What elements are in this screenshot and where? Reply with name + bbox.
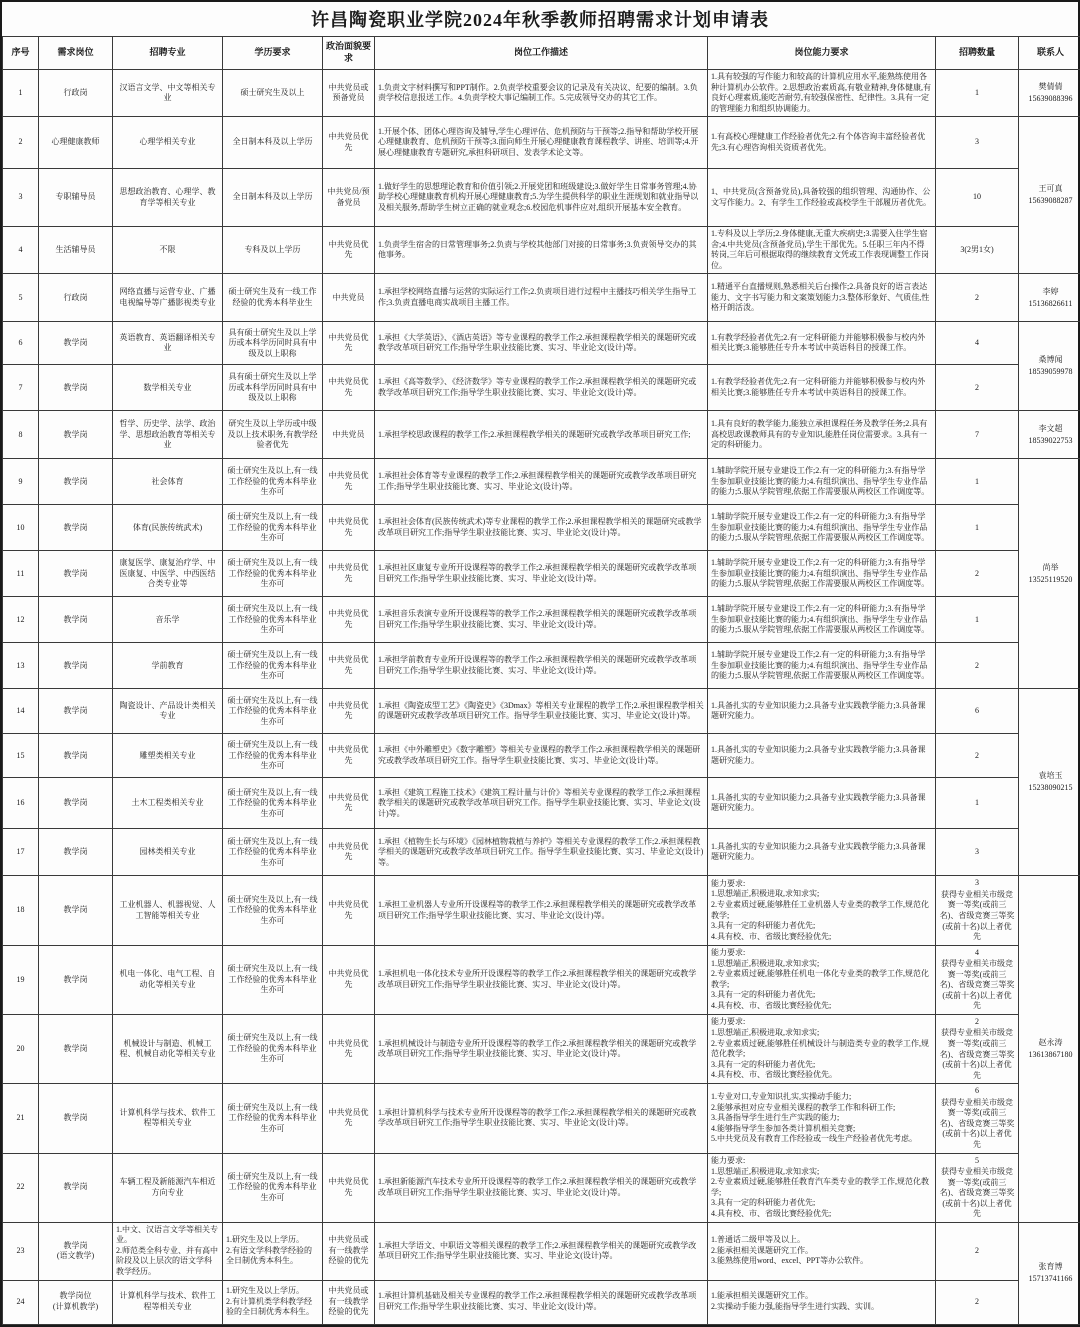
cell-major: 车辆工程及新能源汽车相近方向专业 — [113, 1153, 223, 1222]
cell-political: 中共党员 — [323, 274, 375, 322]
contact-phone: 18539059978 — [1022, 366, 1079, 378]
cell-political: 中共党员优先 — [323, 1014, 375, 1083]
cell-no: 15 — [3, 734, 39, 778]
cell-major: 园林类相关专业 — [113, 829, 223, 876]
count-value: 2 — [939, 751, 1015, 762]
cell-post: 教学岗位 (计算机教学) — [39, 1280, 113, 1324]
table-row — [3, 322, 1080, 365]
cell-no: 18 — [3, 876, 39, 945]
cell-edu: 1.研究生及以上学历。 2.有计算机类学科教学经验的全日制优秀本科生。 — [223, 1280, 323, 1324]
cell-duty: 1.承担《大学英语》、《酒店英语》等专业课程的教学工作;2.承担课程教学相关的课题研究或教学改革项目研究工作;指导学生职业技能比赛、实习、毕业论文(设计)等。 — [375, 322, 708, 365]
count-value: 10 — [939, 192, 1015, 203]
cell-edu: 硕士研究生及以上,有一线工作经验的优秀本科毕业生亦可 — [223, 876, 323, 945]
table-row — [3, 1084, 1080, 1153]
table-row — [3, 505, 1080, 551]
cell-post: 教学岗 — [39, 778, 113, 829]
count-value: 1 — [939, 798, 1015, 809]
cell-political: 中共党员优先 — [323, 829, 375, 876]
cell-duty: 1.承担机电一体化技术专业所开设课程等的教学工作;2.承担课程教学相关的课题研究或教学改革项目研究工作;指导学生职业技能比赛、实习、毕业论文(设计)等。 — [375, 945, 708, 1014]
cell-edu: 硕士研究生及有一线工作经验的优秀本科毕业生 — [223, 274, 323, 322]
col-header-count: 招聘数量 — [936, 37, 1019, 70]
table-row — [3, 778, 1080, 829]
cell-duty: 1.承担音乐表演专业所开设课程等的教学工作;2.承担课程教学相关的课题研究或教学改革项目研究工作;指导学生职业技能比赛、实习、毕业论文(设计)等。 — [375, 597, 708, 643]
cell-edu: 具有硕士研究生及以上学历或本科学历同时具有中级及以上职称 — [223, 322, 323, 365]
count-note: 获得专业相关市级竞赛一等奖(或前三名)、省级竞赛三等奖(或前十名)以上者优先 — [939, 890, 1015, 943]
cell-political: 中共党员优先 — [323, 322, 375, 365]
cell-political: 中共党员优先 — [323, 945, 375, 1014]
table-row — [3, 365, 1080, 411]
cell-ability: 能力要求: 1.思想端正,积极进取,求知求实; 2.专业素质过硬,能够胜任机械设计与制造类专业的教学工作,规范化教学; 3.具有一定的科研能力者优先; 4.具有校、市、省级比赛经验优先。 — [708, 1014, 936, 1083]
cell-count — [936, 643, 1019, 689]
cell-no: 14 — [3, 689, 39, 734]
contact-phone: 15238090215 — [1022, 782, 1079, 794]
cell-ability: 1.具有较强的写作能力和较高的计算机应用水平,能熟练使用各种计算机办公软件。2.思想政治素质高,有敬业精神,身体健康,有良好心理素质,能吃苦耐劳,有较强保密性、纪律性。3.具有一定的管理能力和组织协调能力。 — [708, 70, 936, 117]
cell-major: 不限 — [113, 227, 223, 274]
cell-political: 中共党员优先 — [323, 778, 375, 829]
cell-edu: 硕士研究生及以上,有一线工作经验的优秀本科毕业生亦可 — [223, 689, 323, 734]
count-value: 5 — [939, 1156, 1015, 1167]
cell-major: 音乐学 — [113, 597, 223, 643]
cell-count — [936, 169, 1019, 227]
cell-duty: 1.承担新能源汽车技术专业所开设课程等的教学工作;2.承担课程教学相关的课题研究或教学改革项目研究工作;指导学生职业技能比赛、实习、毕业论文(设计)等。 — [375, 1153, 708, 1222]
col-header-post: 需求岗位 — [39, 37, 113, 70]
cell-count — [936, 689, 1019, 734]
cell-ability: 1.有高校心理健康工作经验者优先;2.有个体咨询丰富经验者优先;3.有心理咨询相关资质者优先。 — [708, 117, 936, 169]
count-value: 4 — [939, 948, 1015, 959]
cell-count — [936, 1280, 1019, 1324]
cell-post: 教学岗 — [39, 689, 113, 734]
cell-post: 教学岗 — [39, 1014, 113, 1083]
cell-edu: 硕士研究生及以上,有一线工作经验的优秀本科毕业生亦可 — [223, 734, 323, 778]
count-value: 4 — [939, 338, 1015, 349]
count-value: 3(2男1女) — [939, 245, 1015, 256]
col-header-edu: 学历要求 — [223, 37, 323, 70]
cell-no: 11 — [3, 551, 39, 597]
cell-post: 教学岗 (语文教学) — [39, 1222, 113, 1280]
cell-contact — [1019, 1222, 1080, 1324]
cell-count — [936, 1222, 1019, 1280]
cell-political: 中共党员或有一线教学经验的优先 — [323, 1222, 375, 1280]
cell-edu: 全日制本科及以上学历 — [223, 117, 323, 169]
contact-name: 袁培玉 — [1022, 770, 1079, 782]
cell-edu: 硕士研究生及以上,有一线工作经验的优秀本科毕业生亦可 — [223, 505, 323, 551]
cell-no: 12 — [3, 597, 39, 643]
cell-ability: 1、中共党员(含预备党员),具备较强的组织管理、沟通协作、公文写作能力。2、有学生工作经验或高校学生干部履历者优先。 — [708, 169, 936, 227]
recruitment-table — [2, 36, 1080, 1325]
table-row — [3, 411, 1080, 459]
cell-duty: 1.承担工业机器人专业所开设课程等的教学工作;2.承担课程教学相关的课题研究或教学改革项目研究工作;指导学生职业技能比赛、实习、毕业论文(设计)等。 — [375, 876, 708, 945]
cell-major: 计算机科学与技术、软件工程等相关专业 — [113, 1084, 223, 1153]
contact-phone: 15639088287 — [1022, 195, 1079, 207]
cell-post: 生活辅导员 — [39, 227, 113, 274]
cell-ability: 1.有教学经验者优先;2.有一定科研能力并能够积极参与校内外相关比赛;3.能够胜任专升本考试中英语科目的授课工作。 — [708, 365, 936, 411]
cell-political: 中共党员优先 — [323, 876, 375, 945]
cell-edu: 硕士研究生及以上,有一线工作经验的优秀本科毕业生亦可 — [223, 1153, 323, 1222]
cell-no: 10 — [3, 505, 39, 551]
cell-post: 教学岗 — [39, 597, 113, 643]
cell-edu: 硕士研究生及以上,有一线工作经验的优秀本科毕业生亦可 — [223, 597, 323, 643]
count-value: 2 — [939, 383, 1015, 394]
col-header-duty: 岗位工作描述 — [375, 37, 708, 70]
count-value: 1 — [939, 615, 1015, 626]
page-title: 许昌陶瓷职业学院2024年秋季教师招聘需求计划申请表 — [2, 2, 1078, 36]
table-row — [3, 169, 1080, 227]
cell-no: 4 — [3, 227, 39, 274]
cell-duty: 1.承担机械设计与制造专业所开设课程等的教学工作;2.承担课程教学相关的课题研究或教学改革项目研究工作;指导学生职业技能比赛、实习、毕业论文(设计)等。 — [375, 1014, 708, 1083]
cell-political: 中共党员 — [323, 411, 375, 459]
cell-major: 土木工程类相关专业 — [113, 778, 223, 829]
cell-edu: 硕士研究生及以上,有一线工作经验的优秀本科毕业生亦可 — [223, 829, 323, 876]
table-row — [3, 597, 1080, 643]
cell-post: 教学岗 — [39, 829, 113, 876]
cell-edu: 专科及以上学历 — [223, 227, 323, 274]
cell-major: 陶瓷设计、产品设计类相关专业 — [113, 689, 223, 734]
table-row — [3, 1222, 1080, 1280]
cell-contact — [1019, 117, 1080, 274]
cell-contact — [1019, 459, 1080, 689]
table-row — [3, 1014, 1080, 1083]
cell-no: 3 — [3, 169, 39, 227]
cell-no: 6 — [3, 322, 39, 365]
cell-duty: 1.负责学生宿舍的日常管理事务;2.负责与学校其他部门对接的日常事务;3.负责领导交办的其他事务。 — [375, 227, 708, 274]
cell-ability: 1.辅助学院开展专业建设工作;2.有一定的科研能力;3.有指导学生参加职业技能比赛的能力;4.有组织演出、指导学生专业作品的能力;5.服从学院管理,依据工作需要服从两校区工作调度等。 — [708, 643, 936, 689]
cell-count — [936, 322, 1019, 365]
cell-major: 英语教育、英语翻译相关专业 — [113, 322, 223, 365]
cell-count — [936, 876, 1019, 945]
cell-major: 数学相关专业 — [113, 365, 223, 411]
cell-no: 2 — [3, 117, 39, 169]
cell-contact — [1019, 322, 1080, 411]
cell-duty: 1.承担计算机科学与技术专业所开设课程等的教学工作;2.承担课程教学相关的课题研究或教学改革项目研究工作;指导学生职业技能比赛、实习、毕业论文(设计)等。 — [375, 1084, 708, 1153]
contact-name: 尚举 — [1022, 562, 1079, 574]
cell-political: 中共党员优先 — [323, 505, 375, 551]
cell-no: 7 — [3, 365, 39, 411]
cell-post: 教学岗 — [39, 945, 113, 1014]
cell-duty: 1.承担《高等数学》、《经济数学》等专业课程的教学工作;2.承担课程教学相关的课题研究或教学改革项目研究工作;指导学生职业技能比赛、实习、毕业论文(设计)等。 — [375, 365, 708, 411]
cell-no: 24 — [3, 1280, 39, 1324]
cell-duty: 1.开展个体、团体心理咨询及辅导,学生心理评估、危机预防与干预等;2.指导和帮助学校开展心理健康教育、危机预防干预等;3.面向师生开展心理健康教育课程教学、讲座、培训等;4.开展心理健康教育专题研究,承担科研项目、发表学术论文等。 — [375, 117, 708, 169]
cell-edu: 硕士研究生及以上,有一线工作经验的优秀本科毕业生亦可 — [223, 1014, 323, 1083]
cell-edu: 具有硕士研究生及以上学历或本科学历同时具有中级及以上职称 — [223, 365, 323, 411]
cell-duty: 1.承担学前教育专业所开设课程等的教学工作;2.承担课程教学相关的课题研究或教学改革项目研究工作;指导学生职业技能比赛、实习、毕业论文(设计)等。 — [375, 643, 708, 689]
cell-post: 教学岗 — [39, 459, 113, 505]
table-row — [3, 876, 1080, 945]
cell-count — [936, 365, 1019, 411]
cell-major: 社会体育 — [113, 459, 223, 505]
cell-ability: 能力要求: 1.思想端正,积极进取,求知求实; 2.专业素质过硬,能够胜任教育汽车类专业的教学工作,规范化教学; 3.具有一定的科研能力者优先; 4.具有校、市、省级比赛经验优先; — [708, 1153, 936, 1222]
table-row — [3, 551, 1080, 597]
cell-count — [936, 505, 1019, 551]
cell-post: 教学岗 — [39, 643, 113, 689]
cell-count — [936, 945, 1019, 1014]
table-row — [3, 689, 1080, 734]
cell-post: 教学岗 — [39, 505, 113, 551]
count-value: 6 — [939, 706, 1015, 717]
cell-edu: 1.研究生及以上学历。 2.有语文学科教学经验的全日制优秀本科生。 — [223, 1222, 323, 1280]
cell-political: 中共党员或预备党员 — [323, 70, 375, 117]
cell-count — [936, 1153, 1019, 1222]
cell-edu: 硕士研究生及以上,有一线工作经验的优秀本科毕业生亦可 — [223, 551, 323, 597]
cell-post: 教学岗 — [39, 734, 113, 778]
cell-major: 机械设计与制造、机械工程、机械自动化等相关专业 — [113, 1014, 223, 1083]
contact-name: 王可真 — [1022, 183, 1079, 195]
table-row — [3, 459, 1080, 505]
cell-major: 网络直播与运营专业、广播电视编导等广播影视类专业 — [113, 274, 223, 322]
contact-name: 桑博闻 — [1022, 354, 1079, 366]
cell-no: 22 — [3, 1153, 39, 1222]
col-header-no: 序号 — [3, 37, 39, 70]
count-note: 获得专业相关市级竞赛一等奖(或前三名)、省级竞赛三等奖(或前十名)以上者优先 — [939, 1028, 1015, 1081]
cell-post: 行政岗 — [39, 274, 113, 322]
cell-edu: 硕士研究生及以上,有一线工作经验的优秀本科毕业生亦可 — [223, 778, 323, 829]
cell-ability: 1.精通平台直播规则,熟悉相关后台操作;2.具备良好的语言表达能力、文字书写能力和文案策划能力;3.整体形象好、气质佳,性格开朗活泼。 — [708, 274, 936, 322]
cell-no: 23 — [3, 1222, 39, 1280]
cell-political: 中共党员优先 — [323, 689, 375, 734]
cell-major: 思想政治教育、心理学、教育学等相关专业 — [113, 169, 223, 227]
contact-name: 李婷 — [1022, 286, 1079, 298]
cell-post: 教学岗 — [39, 365, 113, 411]
header-row — [3, 37, 1080, 70]
count-value: 2 — [939, 1297, 1015, 1308]
cell-count — [936, 778, 1019, 829]
cell-contact — [1019, 689, 1080, 876]
cell-contact — [1019, 70, 1080, 117]
cell-ability: 1.辅助学院开展专业建设工作;2.有一定的科研能力;3.有指导学生参加职业技能比赛的能力;4.有组织演出、指导学生专业作品的能力;5.服从学院管理,依据工作需要服从两校区工作调度等。 — [708, 459, 936, 505]
table-row — [3, 1280, 1080, 1324]
cell-duty: 1.承担《陶瓷成型工艺》《陶瓷史》《3Dmax》等相关专业课程的教学工作;2.承担课程教学相关的课题研究或教学改革项目研究工作。指导学生职业技能比赛、实习、毕业论文(设计)等。 — [375, 689, 708, 734]
cell-ability: 1.专业对口,专业知识扎实,实操动手能力; 2.能够承担对应专业相关课程的教学工作和科研工作; 3.具备指导学生进行生产实践的能力; 4.能够指导学生参加各类计算机相关竞赛; 5.中共党员及有教育工作经验或一线生产经验者优先考虑。 — [708, 1084, 936, 1153]
cell-edu: 硕士研究生及以上 — [223, 70, 323, 117]
cell-count — [936, 551, 1019, 597]
cell-ability: 能力要求: 1.思想端正,积极进取,求知求实; 2.专业素质过硬,能够胜任机电一体化专业类的教学工作,规范化教学; 3.具有一定的科研能力者优先; 4.具有校、市、省级比赛经验优先; — [708, 945, 936, 1014]
contact-phone: 13525119520 — [1022, 574, 1079, 586]
cell-political: 中共党员/预备党员 — [323, 169, 375, 227]
cell-ability: 1.具备扎实的专业知识能力;2.具备专业实践教学能力;3.具备课题研究能力。 — [708, 829, 936, 876]
cell-contact — [1019, 411, 1080, 459]
cell-duty: 1.承担《植物生长与环境》《园林植物栽植与养护》等相关专业课程的教学工作;2.承担课程教学相关的课题研究或教学改革项目研究工作。指导学生职业技能比赛、实习、毕业论文(设计)等。 — [375, 829, 708, 876]
count-value: 2 — [939, 293, 1015, 304]
count-value: 1 — [939, 477, 1015, 488]
cell-ability: 1.能承担相关课题研究工作。 2.实操动手能力强,能指导学生进行实践、实训。 — [708, 1280, 936, 1324]
count-value: 1 — [939, 88, 1015, 99]
cell-no: 8 — [3, 411, 39, 459]
count-value: 2 — [939, 1017, 1015, 1028]
cell-no: 19 — [3, 945, 39, 1014]
cell-major: 工业机器人、机器视觉、人工智能等相关专业 — [113, 876, 223, 945]
cell-ability: 1.辅助学院开展专业建设工作;2.有一定的科研能力;3.有指导学生参加职业技能比赛的能力;4.有组织演出、指导学生专业作品的能力;5.服从学院管理,依据工作需要服从两校区工作调度等。 — [708, 505, 936, 551]
cell-major: 雕塑类相关专业 — [113, 734, 223, 778]
cell-no: 20 — [3, 1014, 39, 1083]
cell-political: 中共党员优先 — [323, 459, 375, 505]
table-row — [3, 829, 1080, 876]
cell-duty: 1.做好学生的思想理论教育和价值引领;2.开展党团和班级建设;3.做好学生日常事务管理;4.协助学校心理健康教育机构开展心理健康教育;5.为学生提供科学的职业生涯规划和就业指导以及相关服务,帮助学生树立正确的就业观念;6.校园危机事件应对,组织开展基本安全教育。 — [375, 169, 708, 227]
cell-edu: 硕士研究生及以上,有一线工作经验的优秀本科毕业生亦可 — [223, 1084, 323, 1153]
cell-no: 16 — [3, 778, 39, 829]
contact-phone: 15639088396 — [1022, 93, 1079, 105]
table-row — [3, 274, 1080, 322]
cell-duty: 1.承担计算机基础及相关专业课程的教学工作;2.承担课程教学相关的课题研究或教学改革项目研究工作;指导学生职业技能比赛、实习、毕业论文(设计)等。 — [375, 1280, 708, 1324]
cell-count — [936, 411, 1019, 459]
cell-major: 体育(民族传统武术) — [113, 505, 223, 551]
count-value: 2 — [939, 661, 1015, 672]
cell-count — [936, 117, 1019, 169]
cell-duty: 1.承担大学语文、中职语文等相关课程的教学工作;2.承担课程教学相关的课题研究或教学改革项目研究工作;指导学生职业技能比赛、实习、毕业论文(设计)等。 — [375, 1222, 708, 1280]
cell-count — [936, 597, 1019, 643]
cell-edu: 硕士研究生及以上,有一线工作经验的优秀本科毕业生亦可 — [223, 643, 323, 689]
table-row — [3, 945, 1080, 1014]
cell-post: 教学岗 — [39, 876, 113, 945]
cell-political: 中共党员优先 — [323, 365, 375, 411]
cell-no: 17 — [3, 829, 39, 876]
cell-major: 汉语言文学、中文等相关专业 — [113, 70, 223, 117]
contact-phone: 15713741166 — [1022, 1273, 1079, 1285]
cell-edu: 硕士研究生及以上,有一线工作经验的优秀本科毕业生亦可 — [223, 945, 323, 1014]
count-value: 6 — [939, 1086, 1015, 1097]
table-row — [3, 1153, 1080, 1222]
col-header-major: 招聘专业 — [113, 37, 223, 70]
cell-post: 教学岗 — [39, 322, 113, 365]
count-value: 7 — [939, 430, 1015, 441]
cell-no: 5 — [3, 274, 39, 322]
count-note: 获得专业相关市级竞赛一等奖(或前三名)、省级竞赛三等奖(或前十名)以上者优先 — [939, 1098, 1015, 1151]
contact-phone: 15136826611 — [1022, 298, 1079, 310]
cell-post: 教学岗 — [39, 1084, 113, 1153]
contact-phone: 18539022753 — [1022, 435, 1079, 447]
cell-edu: 研究生及以上学历或中级及以上技术职务,有教学经验者优先 — [223, 411, 323, 459]
cell-major: 哲学、历史学、法学、政治学、思想政治教育等相关专业 — [113, 411, 223, 459]
cell-duty: 1.承担学校思政课程的教学工作;2.承担课程教学相关的课题研究或教学改革项目研究工作; — [375, 411, 708, 459]
contact-name: 樊倩倩 — [1022, 81, 1079, 93]
cell-count — [936, 459, 1019, 505]
cell-major: 1.中文、汉语言文学等相关专业。 2.师范类全科专业、并有高中阶段及以上层次的语文学科教学经历。 — [113, 1222, 223, 1280]
table-row — [3, 734, 1080, 778]
cell-count — [936, 734, 1019, 778]
cell-ability: 1.具备扎实的专业知识能力;2.具备专业实践教学能力;3.具备课题研究能力。 — [708, 734, 936, 778]
cell-count — [936, 227, 1019, 274]
cell-major: 机电一体化、电气工程、自动化等相关专业 — [113, 945, 223, 1014]
col-header-ability: 岗位能力要求 — [708, 37, 936, 70]
cell-post: 心理健康教师 — [39, 117, 113, 169]
cell-major: 康复医学、康复治疗学、中医康复、中医学、中西医结合类专业等 — [113, 551, 223, 597]
count-note: 获得专业相关市级竞赛一等奖(或前三名)、省级竞赛三等奖(或前十名)以上者优先 — [939, 1167, 1015, 1220]
cell-duty: 1.承担《建筑工程施工技术》《建筑工程计量与计价》等相关专业课程的教学工作;2.承担课程教学相关的课题研究或教学改革项目研究工作。指导学生职业技能比赛、实习、毕业论文(设计)等。 — [375, 778, 708, 829]
cell-political: 中共党员优先 — [323, 1084, 375, 1153]
count-value: 3 — [939, 878, 1015, 889]
col-header-political: 政治面貌要求 — [323, 37, 375, 70]
cell-ability: 1.具备扎实的专业知识能力;2.具备专业实践教学能力;3.具备课题研究能力。 — [708, 778, 936, 829]
cell-political: 中共党员优先 — [323, 643, 375, 689]
contact-phone: 13613867180 — [1022, 1049, 1079, 1061]
cell-count — [936, 274, 1019, 322]
count-value: 2 — [939, 1246, 1015, 1257]
cell-count — [936, 1014, 1019, 1083]
cell-count — [936, 70, 1019, 117]
count-value: 3 — [939, 847, 1015, 858]
cell-political: 中共党员优先 — [323, 117, 375, 169]
count-value: 2 — [939, 569, 1015, 580]
cell-post: 教学岗 — [39, 411, 113, 459]
count-value: 3 — [939, 137, 1015, 148]
cell-count — [936, 1084, 1019, 1153]
table-row — [3, 227, 1080, 274]
cell-political: 中共党员优先 — [323, 1153, 375, 1222]
cell-ability: 1.有教学经验者优先;2.有一定科研能力并能够积极参与校内外相关比赛;3.能够胜任专升本考试中英语科目的授课工作。 — [708, 322, 936, 365]
col-header-contact: 联系人 — [1019, 37, 1080, 70]
cell-major: 心理学相关专业 — [113, 117, 223, 169]
cell-contact — [1019, 274, 1080, 322]
cell-duty: 1.承担社会体育(民族传统武术)等专业课程的教学工作;2.承担课程教学相关的课题研究或教学改革项目研究工作;指导学生职业技能比赛、实习、毕业论文(设计)等。 — [375, 505, 708, 551]
cell-count — [936, 829, 1019, 876]
cell-edu: 全日制本科及以上学历 — [223, 169, 323, 227]
count-value: 1 — [939, 523, 1015, 534]
cell-ability: 1.具有良好的教学能力,能独立承担课程任务及教学任务;2.具有高校思政课教师具有的专业知识,能胜任岗位需要求。3.具有一定的科研能力。 — [708, 411, 936, 459]
cell-ability: 1.具备扎实的专业知识能力;2.具备专业实践教学能力;3.具备课题研究能力。 — [708, 689, 936, 734]
cell-ability: 1.辅助学院开展专业建设工作;2.有一定的科研能力;3.有指导学生参加职业技能比赛的能力;4.有组织演出、指导学生专业作品的能力;5.服从学院管理,依据工作需要服从两校区工作调度等。 — [708, 551, 936, 597]
table-row — [3, 70, 1080, 117]
cell-no: 9 — [3, 459, 39, 505]
contact-name: 李文超 — [1022, 423, 1079, 435]
cell-edu: 硕士研究生及以上,有一线工作经验的优秀本科毕业生亦可 — [223, 459, 323, 505]
cell-duty: 1.承担社区康复专业所开设课程等的教学工作;2.承担课程教学相关的课题研究或教学改革项目研究工作;指导学生职业技能比赛、实习、毕业论文(设计)等。 — [375, 551, 708, 597]
cell-ability: 1.普通话二级甲等及以上。 2.能承担相关课题研究工作。 3.能熟练使用word、excel、PPT等办公软件。 — [708, 1222, 936, 1280]
cell-political: 中共党员优先 — [323, 551, 375, 597]
cell-political: 中共党员优先 — [323, 597, 375, 643]
cell-no: 1 — [3, 70, 39, 117]
cell-post: 行政岗 — [39, 70, 113, 117]
cell-major: 学前教育 — [113, 643, 223, 689]
cell-no: 21 — [3, 1084, 39, 1153]
cell-ability: 1.辅助学院开展专业建设工作;2.有一定的科研能力;3.有指导学生参加职业技能比赛的能力;4.有组织演出、指导学生专业作品的能力;5.服从学院管理,依据工作需要服从两校区工作调度等。 — [708, 597, 936, 643]
cell-duty: 1.负责文字材料撰写和PPT制作。2.负责学校重要会议的记录及有关决议、纪要的编制。3.负责学校信息报送工作。4.负责学校大事记编制工作。5.完成领导交办的其它工作。 — [375, 70, 708, 117]
cell-duty: 1.承担学校网络直播与运营的实际运行工作;2.负责项目进行过程中主播技巧相关学生指导工作;3.负责直播电商实战项目主播工作。 — [375, 274, 708, 322]
cell-post: 教学岗 — [39, 551, 113, 597]
count-note: 获得专业相关市级竞赛一等奖(或前三名)、省级竞赛三等奖(或前十名)以上者优先 — [939, 959, 1015, 1012]
cell-post: 专职辅导员 — [39, 169, 113, 227]
cell-duty: 1.承担《中外雕塑史》《数字雕塑》等相关专业课程的教学工作;2.承担课程教学相关的课题研究或教学改革项目研究工作。指导学生职业技能比赛、实习、毕业论文(设计)等。 — [375, 734, 708, 778]
cell-no: 13 — [3, 643, 39, 689]
table-row — [3, 117, 1080, 169]
cell-ability: 1.专科及以上学历;2.身体健康,无重大疾病史;3.需要入住学生宿舍;4.中共党员(含预备党员),学生干部优先。5.任职三年内不得转岗,三年后可根据取得的继续教育文凭或工作表现调整工作岗位。 — [708, 227, 936, 274]
contact-name: 赵永涛 — [1022, 1037, 1079, 1049]
cell-post: 教学岗 — [39, 1153, 113, 1222]
cell-ability: 能力要求: 1.思想端正,积极进取,求知求实; 2.专业素质过硬,能够胜任工业机器人专业类的教学工作,规范化教学; 3.具有一定的科研能力者优先; 4.具有校、市、省级比赛经验优先; — [708, 876, 936, 945]
cell-political: 中共党员优先 — [323, 227, 375, 274]
table-row — [3, 643, 1080, 689]
cell-contact — [1019, 876, 1080, 1222]
cell-duty: 1.承担社会体育等专业课程的教学工作;2.承担课程教学相关的课题研究或教学改革项目研究工作;指导学生职业技能比赛、实习、毕业论文(设计)等。 — [375, 459, 708, 505]
contact-name: 张育博 — [1022, 1261, 1079, 1273]
cell-political: 中共党员或有一线教学经验的优先 — [323, 1280, 375, 1324]
cell-political: 中共党员优先 — [323, 734, 375, 778]
cell-major: 计算机科学与技术、软件工程等相关专业 — [113, 1280, 223, 1324]
